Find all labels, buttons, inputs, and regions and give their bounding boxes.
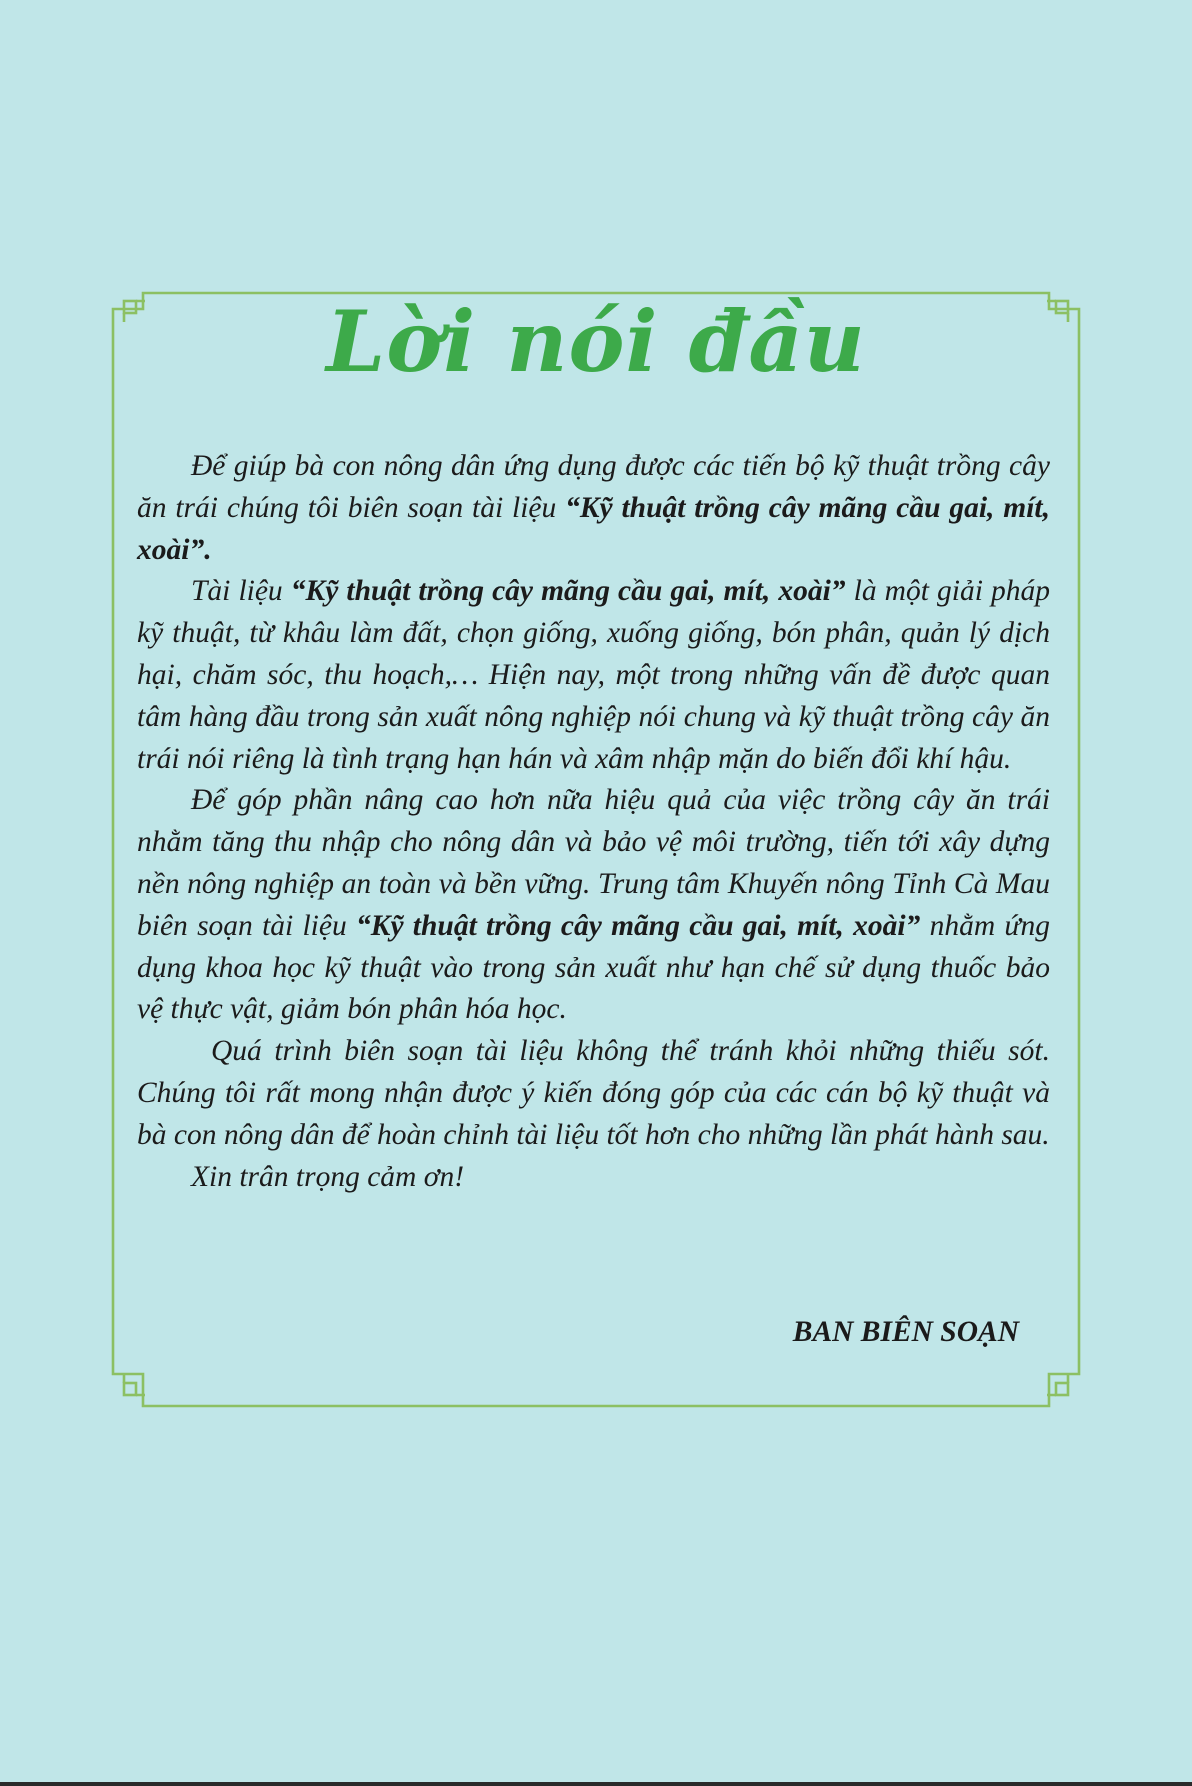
paragraph-2: [137, 571, 1050, 780]
paragraph-3-tail: nhằm ứng dụng khoa học kỹ thuật vào trong sản xuất như hạn chế sử dụng thuốc bảo vệ thực vật, giảm bón phân hóa học.: [137, 909, 1051, 1026]
paragraph-1-text: Để giúp bà con nông dân ứng dụng được các tiến bộ kỹ thuật trồng cây ăn trái chúng tôi biên soạn tài liệu: [137, 450, 1050, 524]
bottom-edge-strip: [0, 1782, 1192, 1786]
paragraph-2-bold-title: “Kỹ thuật trồng cây mãng cầu gai, mít, xoài”: [290, 575, 846, 608]
closing-thanks: Xin trân trọng cảm ơn!: [191, 1160, 465, 1193]
paragraph-2-tail: là một giải pháp kỹ thuật, từ khâu làm đất, chọn giống, xuống giống, bón phân, quản lý dịch hại, chăm sóc, thu hoạch,… Hiện nay, một trong những vấn đề được quan tâm hàng đầu trong sản xuất nông nghiệp nói chung và kỹ thuật trồng cây ăn trái nói riêng là tình trạng hạn hán và xâm nhập mặn do biến đổi khí hậu.: [137, 575, 1051, 775]
paragraph-3-bold-title: “Kỹ thuật trồng cây mãng cầu gai, mít, xoài”: [356, 909, 921, 942]
paragraph-3-text: Để góp phần nâng cao hơn nữa hiệu quả của việc trồng cây ăn trái nhằm tăng thu nhập cho nông dân và bảo vệ môi trường, tiến tới xây dựng nền nông nghiệp an toàn và bền vững. Trung tâm Khuyến nông Tỉnh Cà Mau biên soạn tài liệu: [137, 784, 1050, 942]
paragraph-1: [137, 446, 1050, 571]
signature: BAN BIÊN SOẠN: [792, 1316, 1019, 1348]
paragraph-2-text: Tài liệu: [191, 575, 291, 608]
paragraph-1-bold-title: “Kỹ thuật trồng cây mãng cầu gai, mít, xoài”.: [137, 491, 1050, 566]
paragraph-4: Quá trình biên soạn tài liệu không thể tránh khỏi những thiếu sót. Chúng tôi rất mong nhận được ý kiến đóng góp của các cán bộ kỹ thuật và bà con nông dân để hoàn chỉnh tài liệu tốt hơn cho những lần phát hành sau.: [137, 1035, 1050, 1151]
preface-body: [137, 446, 1050, 1198]
paragraph-3: [137, 780, 1050, 1031]
page-title: Lời nói đầu: [326, 292, 866, 391]
